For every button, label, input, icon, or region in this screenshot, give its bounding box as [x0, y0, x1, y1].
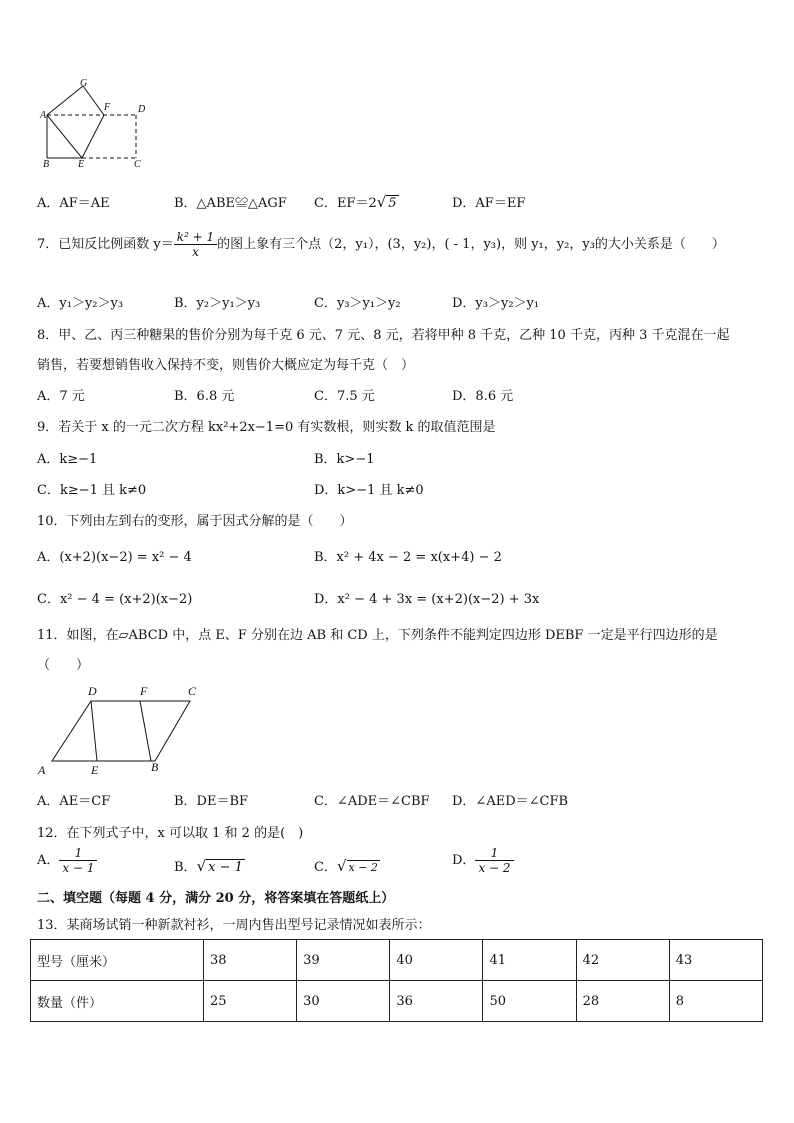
table-cell: 41	[483, 940, 576, 981]
label-a: A	[40, 110, 47, 121]
q12-option-c: C．√ x − 2	[314, 857, 378, 875]
table-row	[31, 981, 763, 1022]
table-cell: 36	[390, 981, 483, 1022]
q7-option-c: C．y₃＞y₁＞y₂	[314, 296, 401, 311]
q11-option-b: B．DE＝BF	[174, 794, 249, 809]
q6-option-a: A．AF＝AE	[37, 196, 110, 211]
table-cell: 42	[576, 940, 669, 981]
q8-option-c: C．7.5 元	[314, 389, 375, 404]
q6-option-d: D．AF＝EF	[452, 196, 526, 211]
label-a: A	[38, 763, 46, 777]
q12-option-b: B．√ x − 1	[174, 857, 243, 875]
q11-stem-line1: 11．如图，在▱ABCD 中，点 E、F 分别在边 AB 和 CD 上，下列条件不能判定四边形 DEBF 一定是平行四边形的是	[37, 628, 718, 643]
label-b: B	[43, 159, 50, 170]
q8-option-b: B．6.8 元	[174, 389, 235, 404]
q7-option-b: B．y₂＞y₁＞y₃	[174, 296, 261, 311]
q12-option-a: A． $\frac{1}{x - 1}$	[37, 846, 97, 875]
q7-option-a: A．y₁＞y₂＞y₃	[37, 296, 124, 311]
q8-option-a: A．7 元	[37, 389, 85, 404]
label-f: F	[104, 102, 111, 113]
label-f: F	[140, 684, 148, 698]
table-cell: 30	[297, 981, 390, 1022]
q10-option-a: A．(x+2)(x−2) = x² − 4	[37, 550, 192, 565]
table-cell: 50	[483, 981, 576, 1022]
table-cell: 38	[204, 940, 297, 981]
table-cell: 43	[669, 940, 762, 981]
q9-option-b: B．k>−1	[314, 452, 375, 467]
q6-option-b: B．△ABE≌△AGF	[174, 196, 287, 211]
table-cell: 型号（厘米）	[31, 940, 204, 981]
q6-option-c: C．EF＝2√ 5	[314, 193, 397, 211]
label-e: E	[78, 159, 85, 170]
q10-option-d: D．x² − 4 + 3x = (x+2)(x−2) + 3x	[314, 592, 540, 607]
q9-option-c: C．k≥−1 且 k≠0	[37, 483, 147, 498]
label-c: C	[134, 159, 141, 170]
label-g: G	[80, 78, 88, 89]
q11-option-c: C．∠ADE＝∠CBF	[314, 794, 430, 809]
label-e: E	[91, 763, 99, 777]
q7-stem: 7．已知反比例函数 y＝ $\frac{\text{k² + 1}}{x}$ 的图上象有三个点（2，y₁），(3，y₂)，( - 1，y₃)，则 y₁，y₂，y₃的大小关系是（ ）	[37, 230, 725, 259]
q11-option-d: D．∠AED＝∠CFB	[452, 794, 569, 809]
size-table	[30, 939, 763, 1022]
table-cell: 数量（件）	[31, 981, 204, 1022]
q12-stem: 12．在下列式子中，x 可以取 1 和 2 的是( )	[37, 826, 304, 841]
section-title: 二、填空题（每题 4 分，满分 20 分，将答案填在答题纸上）	[37, 891, 395, 906]
q9-option-d: D．k>−1 且 k≠0	[314, 483, 424, 498]
square-figure	[36, 76, 146, 172]
q7-option-d: D．y₃＞y₂＞y₁	[452, 296, 540, 311]
table-cell: 40	[390, 940, 483, 981]
q13-stem: 13．某商场试销一种新款衬衫，一周内售出型号记录情况如表所示：	[37, 918, 431, 933]
table-cell: 25	[204, 981, 297, 1022]
table-cell: 28	[576, 981, 669, 1022]
table-cell: 8	[669, 981, 762, 1022]
q11-option-a: A．AE＝CF	[37, 794, 111, 809]
q8-stem-line1: 8．甲、乙、丙三种糖果的售价分别为每千克 6 元、7 元、8 元，若将甲种 8 千克，乙种 10 千克，丙种 3 千克混在一起	[37, 328, 730, 343]
label-b: B	[151, 760, 159, 774]
q12-option-d: D． $\frac{1}{x - 2}$	[452, 846, 514, 875]
q10-option-b: B．x² + 4x − 2 = x(x+4) − 2	[314, 550, 502, 565]
table-row	[31, 940, 763, 981]
q9-option-a: A．k≥−1	[37, 452, 98, 467]
q8-option-d: D．8.6 元	[452, 389, 514, 404]
label-c: C	[188, 684, 197, 698]
q8-stem-line2: 销售，若要想销售收入保持不变，则售价大概应定为每千克（ ）	[37, 358, 415, 373]
table-cell: 39	[297, 940, 390, 981]
label-d: D	[88, 684, 97, 698]
label-d: D	[138, 104, 146, 115]
q9-stem: 9．若关于 x 的一元二次方程 kx²+2x−1=0 有实数根，则实数 k 的取值范围是	[37, 420, 496, 435]
q11-stem-line2: （ ）	[37, 658, 90, 673]
q10-stem: 10．下列由左到右的变形，属于因式分解的是（ ）	[37, 514, 353, 529]
q10-option-c: C．x² − 4 = (x+2)(x−2)	[37, 592, 193, 607]
